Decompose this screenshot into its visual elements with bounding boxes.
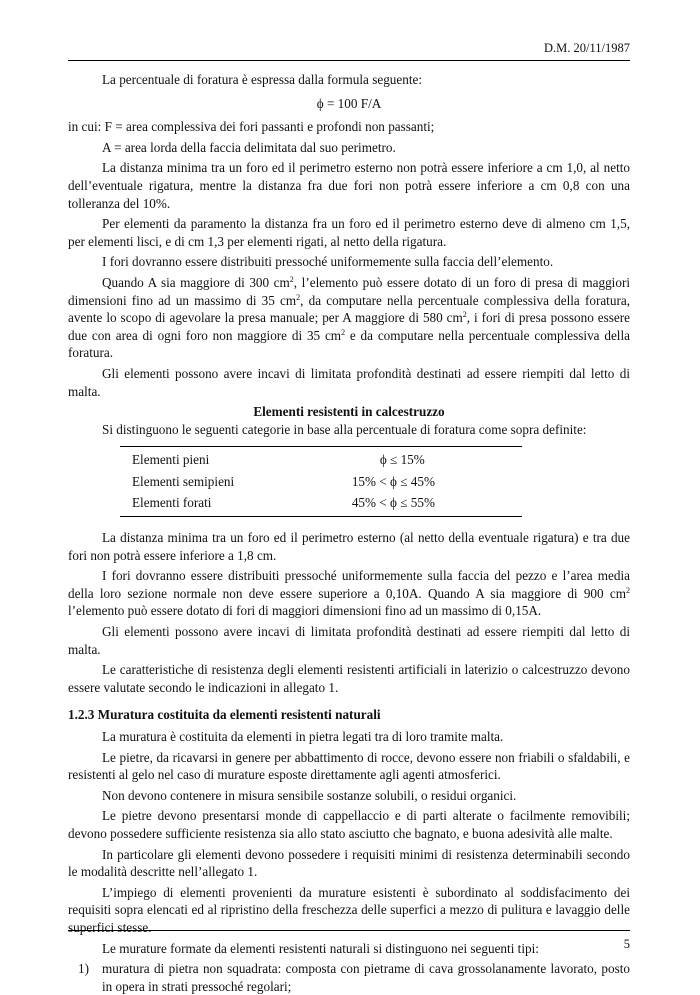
paragraph: I fori dovranno essere distribuiti pressoché uniformemente sulla faccia dell’elemento. <box>102 254 554 270</box>
text-span: Quando A sia maggiore di 300 cm <box>102 274 290 290</box>
section-heading: 1.2.3 Muratura costituita da elementi resistenti naturali <box>68 707 381 723</box>
superscript: 2 <box>289 274 294 284</box>
paragraph <box>68 274 630 362</box>
paragraph: In particolare gli elementi devono possedere i requisiti minimi di resistenza determinabili secondo le modalità descritte nell’allegato 1. <box>68 846 630 880</box>
superscript: 2 <box>626 585 630 595</box>
text-span: l’elemento può essere dotato di fori di maggiori dimensioni fino ad un massimo di 0,15A. <box>68 603 542 619</box>
text-span: e da computare nella percentuale complessiva della foratura. <box>68 327 630 361</box>
table-row <box>120 471 522 493</box>
paragraph: La distanza minima tra un foro ed il perimetro esterno non potrà essere inferiore a cm 1,0, al netto dell’eventuale rigatura, mentre la distanza fra due fori non potrà essere inferiore a cm 0,8 con una tolleranza del 10%. <box>68 160 630 211</box>
table-cell-value: ϕ ≤ 15% <box>379 452 425 468</box>
formula: ϕ = 100 F/A <box>316 95 382 111</box>
list-text: muratura di pietra non squadrata: composta con pietrame di cava grossolanamente lavorato, posto in opera in strati pressoché regolari; <box>102 961 630 994</box>
table-row <box>120 447 522 471</box>
paragraph: Le caratteristiche di resistenza degli elementi resistenti artificiali in laterizio o calcestruzzo devono essere valutate secondo le indicazioni in allegato 1. <box>68 662 630 695</box>
page-body <box>68 71 630 995</box>
table-row <box>120 492 522 516</box>
paragraph: Le murature formate da elementi resistenti naturali si distinguono nei seguenti tipi: <box>102 940 539 956</box>
paragraph: Non devono contenere in misura sensibile sostanze solubili, o residui organici. <box>102 787 517 803</box>
paragraph: Le pietre, da ricavarsi in genere per abbattimento di rocce, devono essere non friabili o sfaldabili, e resistenti al gelo nel caso di murature esposte direttamente agli agenti atmosferici. <box>68 749 630 783</box>
paragraph: L’impiego di elementi provenienti da murature esistenti è subordinato al soddisfacimento dei requisiti sopra elencati ed al ripristino della freschezza delle superfici a mezzo di pulitura e lavaggio delle superfici stesse. <box>68 884 630 935</box>
subheading: Elementi resistenti in calcestruzzo <box>253 404 445 420</box>
text-span: , i fori di presa possono essere due con area di ogni foro non maggiore di 35 cm <box>68 310 630 343</box>
table-cell-value: 45% < ϕ ≤ 55% <box>351 495 435 511</box>
text-span: , da computare nella percentuale complessiva della foratura, avente lo scopo di agevolare la presa manuale; per A maggiore di 580 cm <box>68 292 630 326</box>
paragraph: A = area lorda della faccia delimitata dal suo perimetro. <box>102 139 396 155</box>
superscript: 2 <box>296 292 301 302</box>
paragraph: La distanza minima tra un foro ed il perimetro esterno (al netto della eventuale rigatura) e tra due fori non potrà essere inferiore a 1,8 cm. <box>68 530 630 563</box>
paragraph: Per elementi da paramento la distanza fra un foro ed il perimetro esterno deve di almeno cm 1,5, per elementi lisci, e di cm 1,3 per elementi rigati, al netto della rigatura. <box>68 216 630 249</box>
text-span: I fori dovranno essere distribuiti pressoché uniformemente sulla faccia del pezzo e l’area media della loro sezione normale non deve essere superiore a 0,10A. Quando A sia maggiore di 900 cm <box>68 568 630 601</box>
paragraph: Si distinguono le seguenti categorie in base alla percentuale di foratura come sopra definite: <box>102 421 587 437</box>
paragraph: in cui: F = area complessiva dei fori passanti e profondi non passanti; <box>68 119 435 135</box>
paragraph <box>68 567 630 620</box>
superscript: 2 <box>462 310 467 320</box>
table-cell-name: Elementi pieni <box>132 452 210 468</box>
paragraph: La muratura è costituita da elementi in pietra legati tra di loro tramite malta. <box>102 729 504 744</box>
table-cell-name: Elementi semipieni <box>132 473 235 489</box>
paragraph: Le pietre devono presentarsi monde di cappellaccio e di parti alterate o facilmente removibili; devono possedere sufficiente resistenza sia allo stato asciutto che bagnato, e buona adesività alle malte. <box>68 808 630 841</box>
list-number: 1) <box>78 961 89 977</box>
page-number: 5 <box>623 937 630 951</box>
paragraph: La percentuale di foratura è espressa dalla formula seguente: <box>102 72 423 87</box>
category-table <box>120 446 522 517</box>
table-cell-value: 15% < ϕ ≤ 45% <box>351 473 435 489</box>
text-span: , l’elemento può essere dotato di un foro di presa di maggiori dimensioni fino ad un massimo di 35 cm <box>68 274 630 308</box>
header-reference: D.M. 20/11/1987 <box>544 41 630 55</box>
paragraph: Gli elementi possono avere incavi di limitata profondità destinati ad essere riempiti dal letto di malta. <box>68 365 630 399</box>
superscript: 2 <box>341 327 346 337</box>
page-header <box>68 40 630 61</box>
paragraph: Gli elementi possono avere incavi di limitata profondità destinati ad essere riempiti dal letto di malta. <box>68 624 630 657</box>
table-cell-name: Elementi forati <box>132 495 212 511</box>
list-item <box>68 960 630 995</box>
